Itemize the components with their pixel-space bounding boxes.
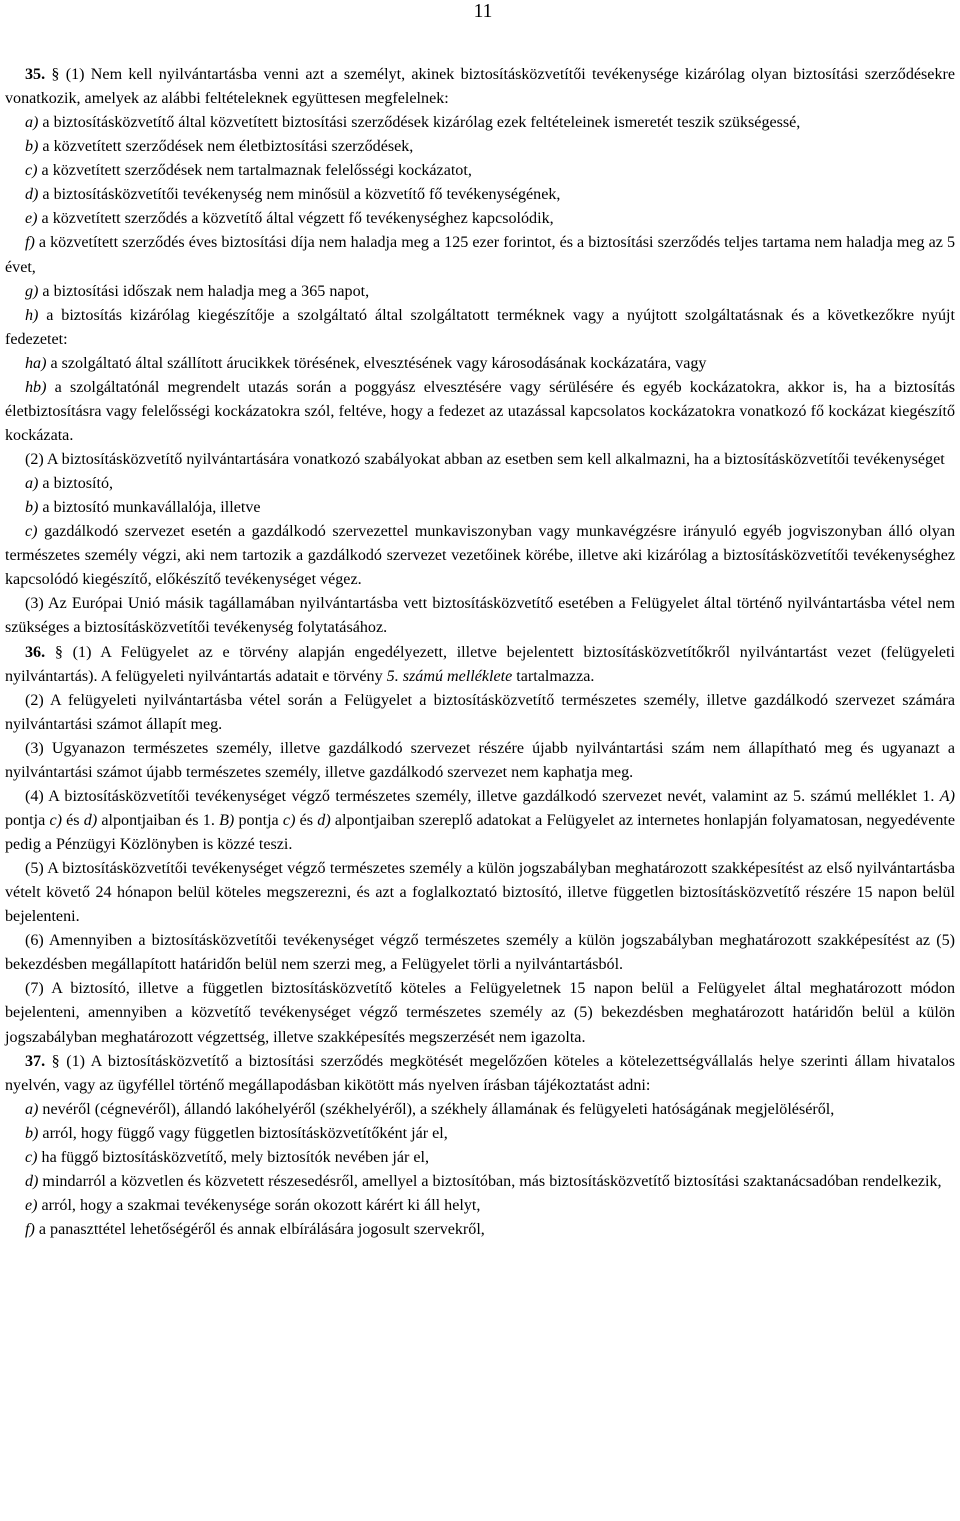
page-number: 11 bbox=[473, 1, 493, 22]
list-item bbox=[5, 207, 955, 231]
annex-reference: 5. számú melléklete bbox=[386, 667, 513, 685]
list-item bbox=[5, 231, 955, 279]
list-item bbox=[5, 183, 955, 207]
list-item bbox=[5, 135, 955, 159]
paragraph-text: alpontjaiban és 1. bbox=[97, 811, 220, 829]
item-text: a közvetített szerződések nem életbiztosítási szerződések, bbox=[38, 138, 414, 156]
item-marker: d) bbox=[25, 1172, 39, 1190]
item-marker: ha) bbox=[25, 354, 47, 372]
item-marker: hb) bbox=[25, 378, 47, 396]
paragraph-text: pontja bbox=[234, 811, 283, 829]
item-text: nevéről (cégnevéről), állandó lakóhelyéről (székhelyéről), a székhely államának és felügyeleti hatóságának megjelöléséről, bbox=[38, 1100, 835, 1118]
paragraph-text: § (1) A Felügyelet az e törvény alapján engedélyezett, illetve bejelentett biztosításközvetítőkről nyilvántartást vezet (felügyeleti nyilvántartás). A felügyeleti nyilvántartás adatait e törvény bbox=[5, 643, 955, 685]
list-item bbox=[5, 1122, 955, 1146]
item-marker: c) bbox=[25, 162, 38, 180]
list-item bbox=[5, 376, 955, 448]
paragraph-text: alpontjaiban szereplő adatokat a Felügyelet az internetes honlapján folyamatosan, negyedévente pedig a Pénzügyi Közlönyben is közzé teszi. bbox=[5, 811, 956, 853]
paragraph-text: pontja bbox=[5, 811, 50, 829]
item-text: a biztosító, bbox=[38, 475, 114, 493]
item-marker: c) bbox=[25, 523, 38, 541]
list-item bbox=[5, 496, 955, 520]
section-number: 36. bbox=[25, 643, 46, 661]
paragraph-text: § (1) A biztosításközvetítő a biztosítási szerződés megkötését megelőzően köteles a kötelezettségvállalás helye szerinti állam hivatalos nyelvén, vagy az ügyféllel történő megállapodásban kikötött más nyelven írásban tájékoztatást adni: bbox=[5, 1052, 955, 1094]
item-marker: c) bbox=[25, 1148, 38, 1166]
item-marker: b) bbox=[25, 138, 39, 156]
paragraph-text: tartalmazza. bbox=[512, 667, 595, 685]
list-item bbox=[5, 352, 955, 376]
item-marker: d) bbox=[25, 186, 39, 204]
list-item bbox=[5, 280, 955, 304]
item-marker: b) bbox=[25, 499, 39, 517]
section-number: 35. bbox=[25, 66, 46, 83]
section-36-paragraph-2: (2) A felügyeleti nyilvántartásba vétel során a Felügyelet a biztosításközvetítő természetes személy, illetve gazdálkodó szervezet számára nyilvántartási számot állapít meg. bbox=[5, 691, 955, 733]
point-reference: c) bbox=[49, 811, 62, 829]
list-item bbox=[5, 1218, 955, 1242]
section-35-paragraph-1 bbox=[5, 63, 955, 111]
section-36-paragraph-7: (7) A biztosító, illetve a független biztosításközvetítő köteles a Felügyeletnek 15 napon belül a Felügyelet által meghatározott módon bejelenteni, amennyiben a közvetítő tevékenységet végző természetes személy az (5) bekezdésben meghatározott határidőn belül a külön jogszabályban meghatározott végzettség, illetve szakképesítés megszerzését nem igazolta. bbox=[5, 980, 955, 1046]
paragraph-text: és bbox=[61, 811, 84, 829]
point-reference: A) bbox=[939, 787, 955, 805]
list-item bbox=[5, 472, 955, 496]
item-text: a szolgáltatónál megrendelt utazás során a poggyász elvesztésére vagy sérülésére és egyéb kockázatokra, akkor is, ha a biztosítás életbiztosításra vagy felelősségi kockázatokra szól, feltéve, hogy a fedezet az utazással kapcsolatos kockázatokra vonatkozó fő kockázat kiegészítő kockázata. bbox=[5, 378, 955, 444]
item-text: a közvetített szerződés éves biztosítási díja nem haladja meg a 125 ezer forintot, és a biztosítási szerződés teljes tartama nem haladja meg az 5 évet, bbox=[5, 234, 955, 276]
item-text: a biztosításközvetítő által közvetített biztosítási szerződések kizárólag ezek feltételeinek ismeretét teszik szükségessé, bbox=[38, 114, 801, 132]
section-36-paragraph-5: (5) A biztosításközvetítői tevékenységet végző természetes személy a külön jogszabályban meghatározott szakképesítést az első nyilvántartásba vételt követő 24 hónapon belül köteles megszerezni, és azt a foglalkoztató biztosító, illetve független biztosításközvetítő részére 15 napon belül bejelenteni. bbox=[5, 860, 955, 926]
item-marker: e) bbox=[25, 210, 38, 228]
item-marker: a) bbox=[25, 1100, 39, 1118]
section-number: 37. bbox=[25, 1052, 46, 1070]
item-text: a közvetített szerződések nem tartalmaznak felelősségi kockázatot, bbox=[37, 162, 472, 180]
item-text: a biztosítási időszak nem haladja meg a 365 napot, bbox=[38, 282, 370, 300]
point-reference: c) bbox=[282, 811, 296, 829]
item-marker: h) bbox=[25, 306, 39, 324]
item-marker: a) bbox=[25, 475, 39, 493]
list-item bbox=[5, 304, 955, 352]
point-reference: B) bbox=[219, 811, 235, 829]
item-marker: f) bbox=[25, 1221, 35, 1238]
item-text: gazdálkodó szervezet esetén a gazdálkodó szervezettel munkaviszonyban vagy munkavégzésre irányuló egyéb jogviszonyban álló olyan természetes személy végzi, aki nem tartozik a gazdálkodó szervezet vezetőinek körébe, illetve aki kizárólag a biztosításközvetítői tevékenységhez kapcsolódó kiegészítő, előkészítő tevékenységet végez. bbox=[5, 523, 955, 589]
item-marker: e) bbox=[25, 1196, 38, 1214]
item-text: a közvetített szerződés a közvetítő által végzett fő tevékenységhez kapcsolódik, bbox=[37, 210, 554, 228]
section-35-paragraph-3: (3) Az Európai Unió másik tagállamában nyilvántartásba vett biztosításközvetítő esetében a Felügyelet által történő nyilvántartásba vétel nem szükséges a biztosításközvetítői tevékenység folytatásához. bbox=[5, 595, 955, 637]
section-36-paragraph-3: (3) Ugyanazon természetes személy, illetve gazdálkodó szervezet részére újabb nyilvántartási szám nem állapítható meg és ugyanazt a nyilvántartási számot újabb természetes személy, illetve gazdálkodó szervezet nem kaphatja meg. bbox=[5, 739, 955, 781]
section-35-paragraph-2: (2) A biztosításközvetítő nyilvántartására vonatkozó szabályokat abban az esetben sem kell alkalmazni, ha a biztosításközvetítői tevékenységet bbox=[25, 451, 945, 468]
item-marker: g) bbox=[25, 282, 39, 300]
item-text: a biztosításközvetítői tevékenység nem minősül a közvetítő fő tevékenységének, bbox=[38, 186, 561, 204]
section-36-paragraph-1 bbox=[5, 641, 955, 689]
list-item bbox=[5, 1170, 955, 1194]
list-item bbox=[5, 1146, 955, 1170]
item-marker: b) bbox=[25, 1124, 39, 1142]
item-marker: f) bbox=[25, 234, 35, 252]
paragraph-text: és bbox=[295, 811, 318, 829]
section-36-paragraph-4 bbox=[5, 785, 955, 857]
item-text: arról, hogy a szakmai tevékenysége során okozott kárért ki áll helyt, bbox=[37, 1196, 481, 1214]
document-body bbox=[5, 63, 955, 1242]
point-reference: d) bbox=[83, 811, 98, 829]
item-text: ha függő biztosításközvetítő, mely biztosítók nevében jár el, bbox=[37, 1148, 430, 1166]
section-37-paragraph-1 bbox=[5, 1050, 955, 1098]
item-text: a panaszttétel lehetőségéről és annak elbírálására jogosult szervekről, bbox=[34, 1221, 485, 1238]
item-text: a szolgáltató által szállított árucikkek törésének, elvesztésének vagy károsodásának kockázatára, vagy bbox=[46, 354, 707, 372]
point-reference: d) bbox=[317, 811, 331, 829]
item-text: arról, hogy függő vagy független biztosításközvetítőként jár el, bbox=[38, 1124, 448, 1142]
paragraph-text: § (1) Nem kell nyilvántartásba venni azt a személyt, akinek biztosításközvetítői tevékenysége kizárólag olyan biztosítási szerződésekre vonatkozik, amelyek az alábbi feltételeknek együttesen megfelelnek: bbox=[5, 66, 955, 108]
list-item bbox=[5, 111, 955, 135]
item-text: mindarról a közvetlen és közvetett részesedésről, amellyel a biztosítóban, más biztosításközvetítő biztosítási szaktanácsadóban rendelkezik, bbox=[38, 1172, 942, 1190]
list-item bbox=[5, 1194, 955, 1218]
list-item bbox=[5, 1098, 955, 1122]
section-36-paragraph-6: (6) Amennyiben a biztosításközvetítői tevékenységet végző természetes személy a külön jogszabályban meghatározott szakképesítést az (5) bekezdésben megállapított határidőn belül nem szerzi meg, a Felügyelet törli a nyilvántartásból. bbox=[5, 932, 955, 974]
item-marker: a) bbox=[25, 114, 39, 132]
item-text: a biztosító munkavállalója, illetve bbox=[38, 499, 261, 517]
list-item bbox=[5, 520, 955, 592]
list-item bbox=[5, 159, 955, 183]
item-text: a biztosítás kizárólag kiegészítője a szolgáltató által szolgáltatott terméknek vagy a nyújtott szolgáltatásnak és a következőkre nyújt fedezetet: bbox=[5, 306, 955, 348]
paragraph-text: (4) A biztosításközvetítői tevékenységet végző természetes személy, illetve gazdálkodó szervezet nevét, valamint az 5. számú melléklet 1. bbox=[25, 787, 940, 805]
